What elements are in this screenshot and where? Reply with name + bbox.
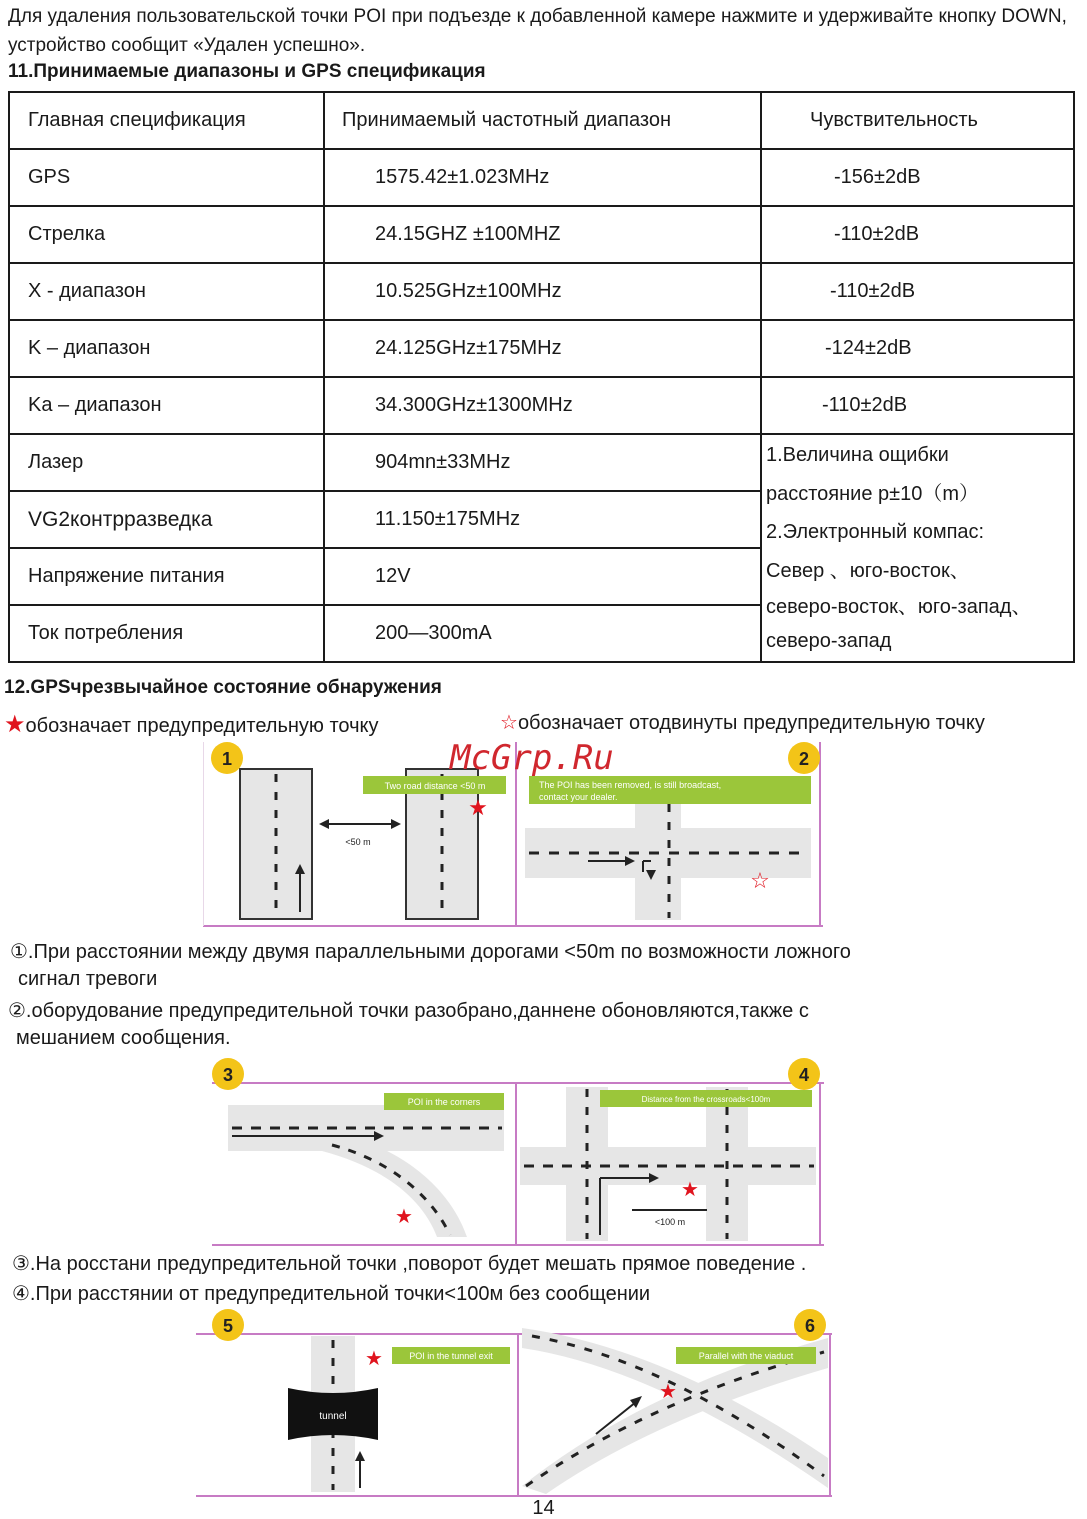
caption-line: ②.оборудование предупредительной точки разобрано,даннене обоновляются,также с xyxy=(8,1000,809,1022)
row-sensitivity: -110±2dB xyxy=(761,206,1074,263)
distance-label: <100 m xyxy=(654,1217,686,1227)
section-12-title: 12.GPSчрезвычайное состояние обнаружения xyxy=(4,677,442,698)
header-range: Принимаемый частотный диапазон xyxy=(324,92,761,149)
row-range: 10.525GHz±100MHz xyxy=(324,263,761,320)
diagram-number: 6 xyxy=(804,1316,816,1336)
row-spec: K – диапазон xyxy=(9,320,324,377)
row-spec: Стрелка xyxy=(9,206,324,263)
row-spec: Напряжение питания xyxy=(9,548,324,605)
diagram-number: 1 xyxy=(221,749,233,769)
row-spec: Ka – диапазон xyxy=(9,377,324,434)
row-spec: VG2контрразведка xyxy=(9,491,324,548)
row-sensitivity: -124±2dB xyxy=(761,320,1074,377)
legend-empty xyxy=(500,710,985,735)
row-sensitivity: -110±2dB xyxy=(761,377,1074,434)
diagram-label: POI in the tunnel exit xyxy=(409,1351,493,1361)
caption-line: сигнал тревоги xyxy=(18,968,158,990)
table-row xyxy=(9,206,1074,263)
watermark: McGrp.Ru xyxy=(450,738,614,778)
row-spec: Ток потребления xyxy=(9,605,324,662)
row-range: 200—300mA xyxy=(324,605,761,662)
poi-star-icon: ★ xyxy=(395,1206,413,1228)
poi-star-icon: ★ xyxy=(659,1381,677,1403)
table-row xyxy=(9,149,1074,206)
diagram-3-4 xyxy=(212,1057,824,1247)
legend-filled-text: обозначает предупредительную точку xyxy=(25,715,379,737)
table-row xyxy=(9,434,1074,491)
note-line: 1.Величина ощибки xyxy=(766,444,949,466)
diagram-5-6 xyxy=(196,1308,832,1498)
row-spec: X - диапазон xyxy=(9,263,324,320)
table-row xyxy=(9,263,1074,320)
row-range: 1575.42±1.023MHz xyxy=(324,149,761,206)
diagram-label: contact your dealer. xyxy=(539,792,618,802)
caption-4: ④.При расстянии от предупредительной точки<100м без сообщении xyxy=(12,1283,651,1305)
legend-empty-text: обозначает отодвинуты предупредительную точку xyxy=(517,712,985,734)
diagram-label: POI in the corners xyxy=(407,1097,481,1107)
note-line: северо-восток、юго-запад、 xyxy=(766,596,1032,618)
table-note xyxy=(761,434,1074,662)
diagram-number: 4 xyxy=(798,1065,810,1085)
removed-poi-star-icon: ☆ xyxy=(750,868,770,893)
caption-3: ③.На росстани предупредительной точки ,поворот будет мешать прямое поведение . xyxy=(12,1253,807,1275)
poi-star-icon: ★ xyxy=(681,1179,699,1201)
row-spec: GPS xyxy=(9,149,324,206)
row-range: 24.125GHz±175MHz xyxy=(324,320,761,377)
caption-1 xyxy=(10,939,851,993)
intro-paragraph: Для удаления пользовательской точки POI при подъезде к добавленной камере нажмите и удерживайте кнопку DOWN, устройство сообщит «Удален успешно». xyxy=(8,6,1067,56)
tunnel-label: tunnel xyxy=(319,1411,347,1422)
table-header-row xyxy=(9,92,1074,149)
note-line: расстояние р±10（m） xyxy=(766,482,980,505)
header-sensitivity: Чувствительность xyxy=(761,92,1074,149)
header-spec: Главная спецификация xyxy=(9,92,324,149)
note-line: северо-запад xyxy=(766,630,892,652)
table-row xyxy=(9,320,1074,377)
page-number: 14 xyxy=(532,1497,555,1519)
legend-filled xyxy=(4,710,379,739)
row-range: 24.15GHZ ±100MHZ xyxy=(324,206,761,263)
poi-star-icon: ★ xyxy=(365,1348,383,1370)
row-sensitivity: -110±2dB xyxy=(761,263,1074,320)
diagram-label: Parallel with the viaduct xyxy=(698,1351,794,1361)
diagram-number: 3 xyxy=(222,1065,234,1085)
diagram-label: Distance from the crossroads<100m xyxy=(641,1095,771,1104)
note-line: 2.Электронный компас: xyxy=(766,521,985,543)
poi-star-icon: ★ xyxy=(468,795,488,820)
caption-line: ①.При расстоянии между двумя параллельными дорогами <50m по возможности ложного xyxy=(10,941,851,963)
row-sensitivity: -156±2dB xyxy=(761,149,1074,206)
section-11-title: 11.Принимаемые диапазоны и GPS спецификация xyxy=(8,61,486,82)
distance-label: <50 m xyxy=(345,837,371,847)
row-range: 34.300GHz±1300MHz xyxy=(324,377,761,434)
diagram-number: 5 xyxy=(222,1316,234,1336)
diagram-number: 2 xyxy=(798,749,810,769)
row-range: 12V xyxy=(324,548,761,605)
row-spec: Лазер xyxy=(9,434,324,491)
caption-2 xyxy=(8,998,809,1052)
row-range: 11.150±175MHz xyxy=(324,491,761,548)
note-line: Север 、юго-восток、 xyxy=(766,559,970,582)
diagram-label: The POI has been removed, is still broadcast, xyxy=(539,780,722,790)
row-range: 904mn±33MHz xyxy=(324,434,761,491)
spec-table xyxy=(8,91,1075,663)
caption-line: мешанием сообщения. xyxy=(16,1027,231,1049)
empty-star-icon: ☆ xyxy=(500,712,518,734)
filled-star-icon: ★ xyxy=(4,711,26,738)
table-row xyxy=(9,377,1074,434)
diagram-label: Two road distance <50 m xyxy=(384,781,486,791)
